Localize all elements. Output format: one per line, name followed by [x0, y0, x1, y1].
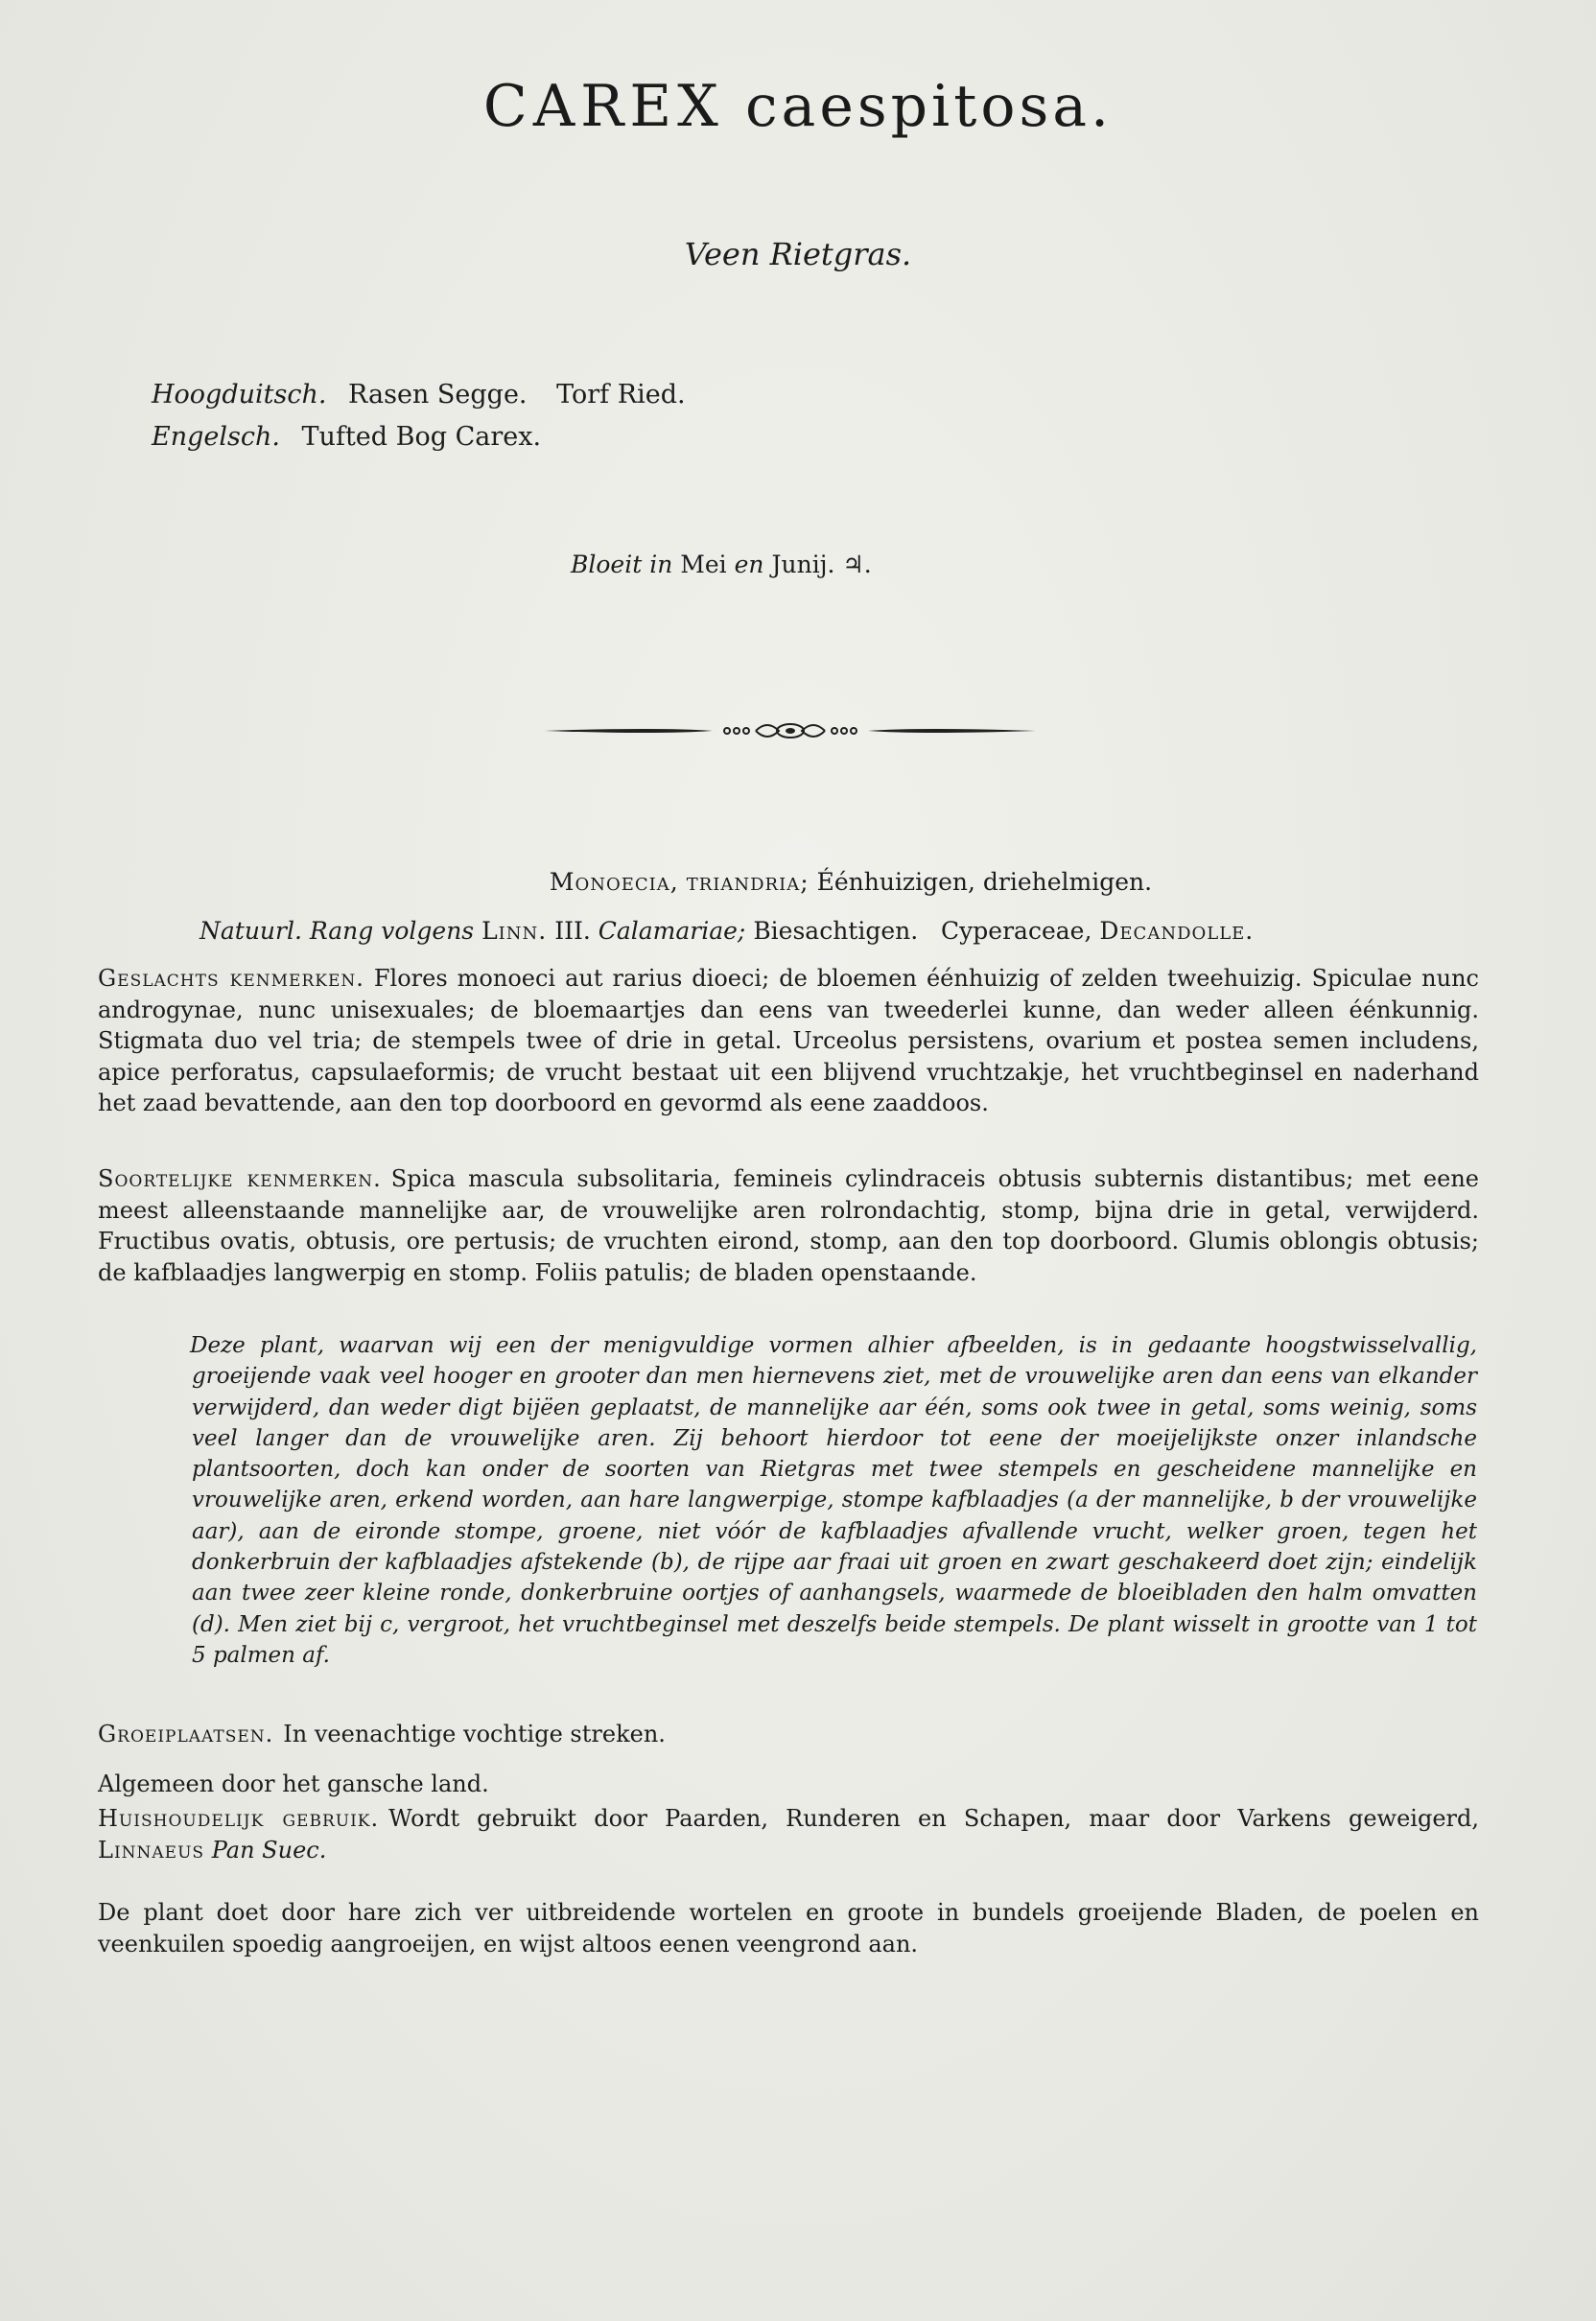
section-text: Flores monoeci aut rarius dioeci; de bloemen éénhuizig of zelden tweehuizig. Spiculae nunc androgynae, nunc unisexuales; de bloemaartjes dan eens van tweederlei kunne, dan weder alleen éénkunnig. Stigmata duo vel tria; de stempels twee of drie in getal. Urceolus persistens, ovarium et postea semen includens, apice perforatus, capsulaeformis; de vrucht bestaat uit een blijvend vruchtzakje, het vruchtbeginsel en naderhand het zaad bevattende, aan den top doorboord en gevormd als eene zaaddoos. — [98, 965, 1479, 1116]
page-title — [0, 73, 1596, 140]
bloom-in: in — [649, 551, 673, 578]
classification-dutch: Éénhuizigen, driehelmigen. — [816, 868, 1153, 896]
ornament-divider-icon — [545, 712, 1036, 750]
title-species: caespitosa. — [744, 73, 1114, 140]
reference-author: Linnaeus — [98, 1836, 205, 1864]
species-characters — [98, 1163, 1479, 1288]
dutch-name: Veen Rietgras. — [684, 236, 912, 272]
rank-author-2: Decandolle. — [1099, 917, 1255, 945]
natural-rank-line — [200, 917, 1254, 945]
rank-author: Linn. — [481, 917, 548, 945]
linnaean-class: Monoecia, — [549, 868, 679, 896]
bloom-and: en — [734, 551, 764, 578]
rank-latin: Calamariae; — [598, 917, 746, 945]
language-label: Engelsch. — [152, 422, 280, 452]
section-label: Geslachts kenmerken. — [98, 965, 364, 992]
linnaean-order: triandria; — [686, 868, 810, 896]
household-use — [98, 1803, 1479, 1865]
name-row-german — [152, 374, 686, 416]
section-label: Huishoudelijk gebruik. — [98, 1805, 380, 1832]
section-text: Spica mascula subsolitaria, femineis cylindraceis obtusis subternis distantibus; met eene meest alleenstaande mannelijke aar, de vrouwelijke aren rolrondachtig, stomp, bijna drie in getal, verwijderd. Fructibus ovatis, obtusis, ore pertusis; de vruchten eirond, stomp, aan den top doorboord. Glumis oblongis obtusis; de kafblaadjes langwerpig en stomp. Foliis patulis; de bladen openstaande. — [98, 1165, 1479, 1286]
common-name: Tufted Bog Carex. — [301, 422, 542, 452]
common-names — [152, 374, 686, 458]
closing-paragraph: De plant doet door hare zich ver uitbreidende wortelen en groote in bundels groeijende Bladen, de poelen en veenkuilen spoedig aangroeijen, en wijst altoos eenen veengrond aan. — [98, 1899, 1479, 1958]
bloom-prefix: Bloeit — [571, 551, 643, 578]
rank-number: III. — [554, 917, 591, 945]
rank-dutch: Biesachtigen. — [753, 917, 919, 945]
bloom-period — [571, 551, 872, 578]
common-name: Torf Ried. — [556, 380, 686, 410]
reference-title: Pan Suec. — [211, 1836, 327, 1864]
section-text: Wordt gebruikt door Paarden, Runderen en Schapen, maar door Varkens geweigerd, — [388, 1805, 1479, 1832]
habitat — [98, 1719, 1479, 1750]
name-row-english — [152, 416, 686, 458]
classification-line — [0, 868, 1596, 896]
bloom-month-2: Junij. — [771, 551, 835, 578]
language-label: Hoogduitsch. — [152, 380, 327, 410]
rank-family: Cyperaceae, — [941, 917, 1092, 945]
genus-characters — [98, 963, 1479, 1119]
common-name: Rasen Segge. — [348, 380, 528, 410]
section-text: In veenachtige vochtige streken. — [283, 1721, 666, 1747]
bloom-month-1: Mei — [680, 551, 727, 578]
perennial-symbol: ♃. — [842, 551, 872, 578]
title-genus: CAREX — [482, 73, 724, 140]
description-paragraph: Deze plant, waarvan wij een der menigvuldige vormen alhier afbeelden, is in gedaante hoogstwisselvallig, groeijende vaak veel hooger en grooter dan men hiernevens ziet, met de vrouwelijke aren dan eens van elkander verwijderd, dan weder digt bijëen geplaatst, de mannelijke aar één, soms ook twee in getal, soms weinig, soms veel langer dan de vrouwelijke aren. Zij behoort hierdoor tot eene der moeijelijkste onzer inlandsche plantsoorten, doch kan onder de soorten van Rietgras met twee stempels en gescheidene mannelijke en vrouwelijke aren, erkend worden, aan hare langwerpige, stompe kafblaadjes (a der mannelijke, b der vrouwelijke aar), aan de eironde stompe, groene, niet vóór de kafblaadjes afvallende vrucht, welker groen, tegen het donkerbruin der kafblaadjes afstekende (b), de rijpe aar fraai uit groen en zwart geschakeerd doet zijn; eindelijk aan twee zeer kleine ronde, donkerbruine oortjes of aanhangsels, waarmede de bloeibladen den halm omvatten (d). Men ziet bij c, vergroot, het vruchtbeginsel met deszelfs beide stempels. De plant wisselt in grootte van 1 tot 5 palmen af. — [190, 1333, 1477, 1668]
section-label: Soortelijke kenmerken. — [98, 1165, 382, 1192]
rank-label: Natuurl. Rang volgens — [200, 917, 475, 945]
section-label: Groeiplaatsen. — [98, 1721, 274, 1747]
distribution: Algemeen door het gansche land. — [98, 1770, 489, 1797]
